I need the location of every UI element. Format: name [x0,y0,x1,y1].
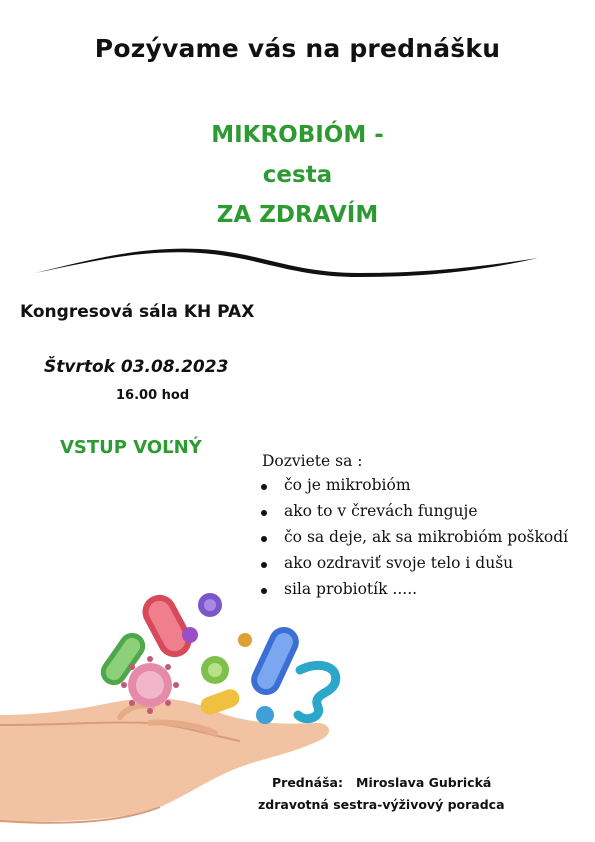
virus-icon [201,656,229,684]
title-line-3: ZA ZDRAVÍM [216,202,379,228]
invitation-heading: Pozývame vás na prednášku [94,34,501,63]
learn-title: Dozviete sa : [262,452,363,470]
bacteria-icon [246,622,304,700]
lecturer-line [272,775,491,790]
venue: Kongresová sála KH PAX [20,302,255,322]
bacteria-icon [298,665,336,718]
virus-icon [198,593,222,617]
wave-divider [30,240,540,280]
bullet-icon [261,510,267,516]
list-item-text: čo je mikrobióm [284,476,411,494]
event-date: Štvrtok 03.08.2023 [44,357,229,377]
list-item [258,476,568,502]
free-entry: VSTUP VOĽNÝ [60,437,202,458]
title-line-1: MIKROBIÓM - [211,122,384,148]
bullet-icon [261,484,267,490]
bullet-icon [261,562,267,568]
event-time: 16.00 hod [116,388,190,403]
bacteria-icon [136,589,197,663]
list-item-text: sila probiotík ..... [284,580,418,598]
lecturer-name: Miroslava Gubrická [356,775,492,790]
list-item [258,502,568,528]
list-item-text: ako to v črevách funguje [284,502,478,520]
list-item [258,528,568,554]
bullet-icon [261,536,267,542]
title-line-2: cesta [262,162,333,188]
list-item-text: ako ozdraviť svoje telo i dušu [284,554,514,572]
bacteria-icon [198,687,242,718]
list-item-text: čo sa deje, ak sa mikrobióm poškodí [284,528,569,546]
lecturer-label: Prednáša: [272,775,343,790]
lecturer-role: zdravotná sestra-výživový poradca [258,797,505,812]
